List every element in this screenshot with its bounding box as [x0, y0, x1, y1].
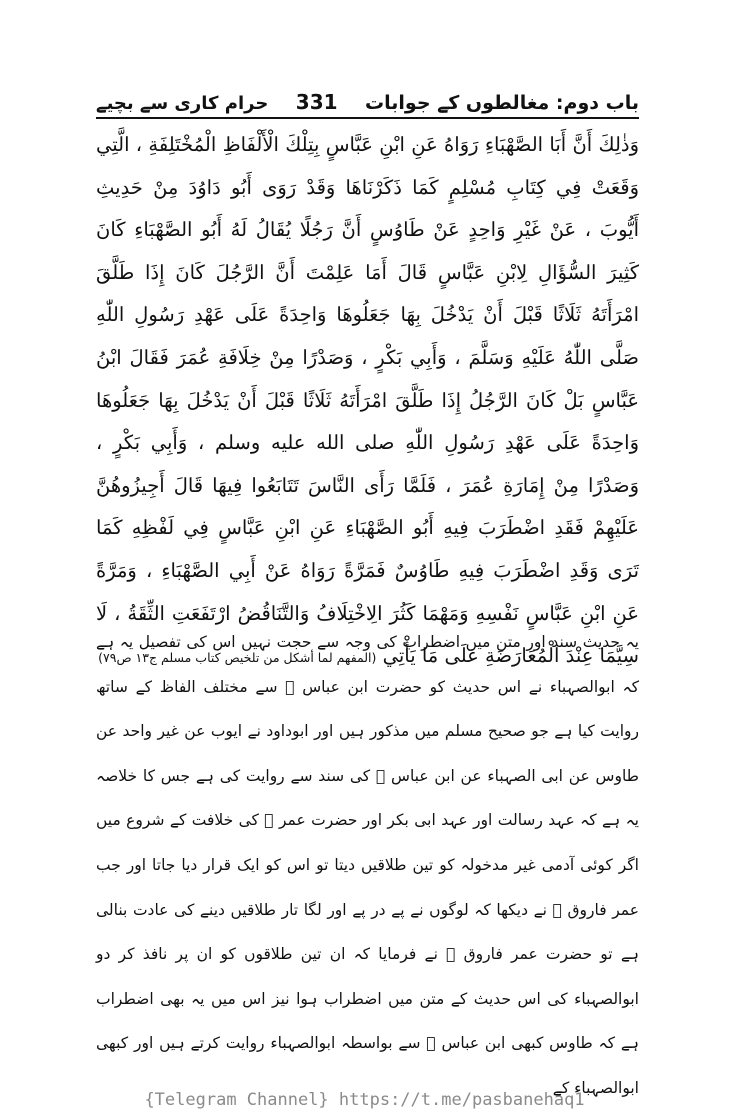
arabic-reference: (المفهم لما أشكل من تلخيص كتاب مسلم ج١٣ ص٧٩)	[98, 650, 377, 666]
page-header	[96, 82, 639, 114]
watermark-link[interactable]: {Telegram Channel} https://t.me/pasbanehaq1	[144, 1090, 585, 1110]
arabic-text: وَذٰلِكَ أَنَّ أَبَا الصَّهْبَاءِ رَوَاهُ عَنِ ابْنِ عَبَّاسٍ بِتِلْكَ الْأَلْفَاظِ الْمُخْتَلِفَةِ ، الَّتِي وَقَعَتْ فِي كِتَابِ مُسْلِمٍ كَمَا ذَكَرْنَاهَا وَقَدْ رَوَى أَبُو دَاوُدَ مِنْ حَدِيثِ أَيُّوبَ ، عَنْ غَيْرِ وَاحِدٍ عَنْ طَاوُسٍ أَنَّ رَجُلًا يُقَالُ لَهُ أَبُو الصَّهْبَاءِ كَانَ كَثِيرَ السُّؤَالِ لِابْنِ عَبَّاسٍ قَالَ أَمَا عَلِمْتَ أَنَّ الرَّجُلَ كَانَ إِذَا طَلَّقَ امْرَأَتَهُ ثَلَاثًا قَبْلَ أَنْ يَدْخُلَ بِهَا جَعَلُوهَا وَاحِدَةً عَلَى عَهْدِ رَسُولِ اللّٰهِ صَلَّى اللّٰهُ عَلَيْهِ وَسَلَّمَ ، وَأَبِي بَكْرٍ ، وَصَدْرًا مِنْ خِلَافَةِ عُمَرَ فَقَالَ ابْنُ عَبَّاسٍ بَلْ كَانَ الرَّجُلُ إِذَا طَلَّقَ امْرَأَتَهُ ثَلَاثًا قَبْلَ أَنْ يَدْخُلَ بِهَا جَعَلُوهَا وَاحِدَةً عَلَى عَهْدِ رَسُولِ اللّٰهِ صلى الله عليه وسلم ، وَأَبِي بَكْرٍ ، وَصَدْرًا مِنْ إِمَارَةِ عُمَرَ ، فَلَمَّا رَأَى النَّاسَ تَتَابَعُوا فِيهَا قَالَ أَجِيزُوهُنَّ عَلَيْهِمْ فَقَدِ اضْطَرَبَ فِيهِ أَبُو الصَّهْبَاءِ عَنِ ابْنِ عَبَّاسٍ فِي لَفْظِهِ كَمَا تَرَى وَقَدِ اضْطَرَبَ فِيهِ طَاوُسٌ فَمَرَّةً رَوَاهُ عَنْ أَبِي الصَّهْبَاءِ ، وَمَرَّةً عَنِ ابْنِ عَبَّاسٍ نَفْسِهِ وَمَهْمَا كَثُرَ الِاخْتِلَافُ وَالتَّنَاقُضُ ارْتَفَعَتِ الثِّقَةُ ، لَا سِيَّمَا عِنْدَ الْمُعَارَضَةِ عَلَى مَا يَأْتِي	[96, 133, 639, 668]
book-title: حرام کاری سے بچیے	[96, 93, 269, 114]
chapter-title: باب دوم: مغالطوں کے جوابات	[365, 92, 639, 114]
page-number: 331	[295, 90, 338, 114]
urdu-explanation: یہ حدیث سند اور متن میں اضطراب کی وجہ سے حجت نہیں اس کی تفصیل یہ ہے کہ ابوالصہباء نے اس حدیث کو حضرت ابن عباس ﷛ سے مختلف الفاظ کے ساتھ روایت کیا ہے جو صحیح مسلم میں مذکور ہیں اور ابوداود نے ایوب عن غیر واحد عن طاوس عن ابی الصہباء عن ابن عباس ﷛ کی سند سے روایت کی ہے جس کا خلاصہ یہ ہے کہ عہد رسالت اور عہد ابی بکر اور حضرت عمر ﷛ کی خلافت کے شروع میں اگر کوئی آدمی غیر مدخولہ کو تین طلاقیں دیتا تو اس کو ایک قرار دیا جاتا اور جب عمر فاروق ﷛ نے دیکھا کہ لوگوں نے پے در پے اور لگا تار طلاقیں دینے کی عادت بنالی ہے تو حضرت عمر فاروق ﷛ نے فرمایا کہ ان تین طلاقوں کو ان پر نافذ کر دو ابوالصہباء کی اس حدیث کے متن میں اضطراب ہوا نیز اس میں یہ بھی اضطراب ہے کہ طاوس کبھی ابن عباس ﷛ سے بواسطہ ابوالصہباء روایت کرتے ہیں اور کبھی ابوالصہباء کے	[96, 633, 639, 1097]
arabic-quote	[96, 124, 639, 680]
header-divider	[96, 117, 639, 119]
